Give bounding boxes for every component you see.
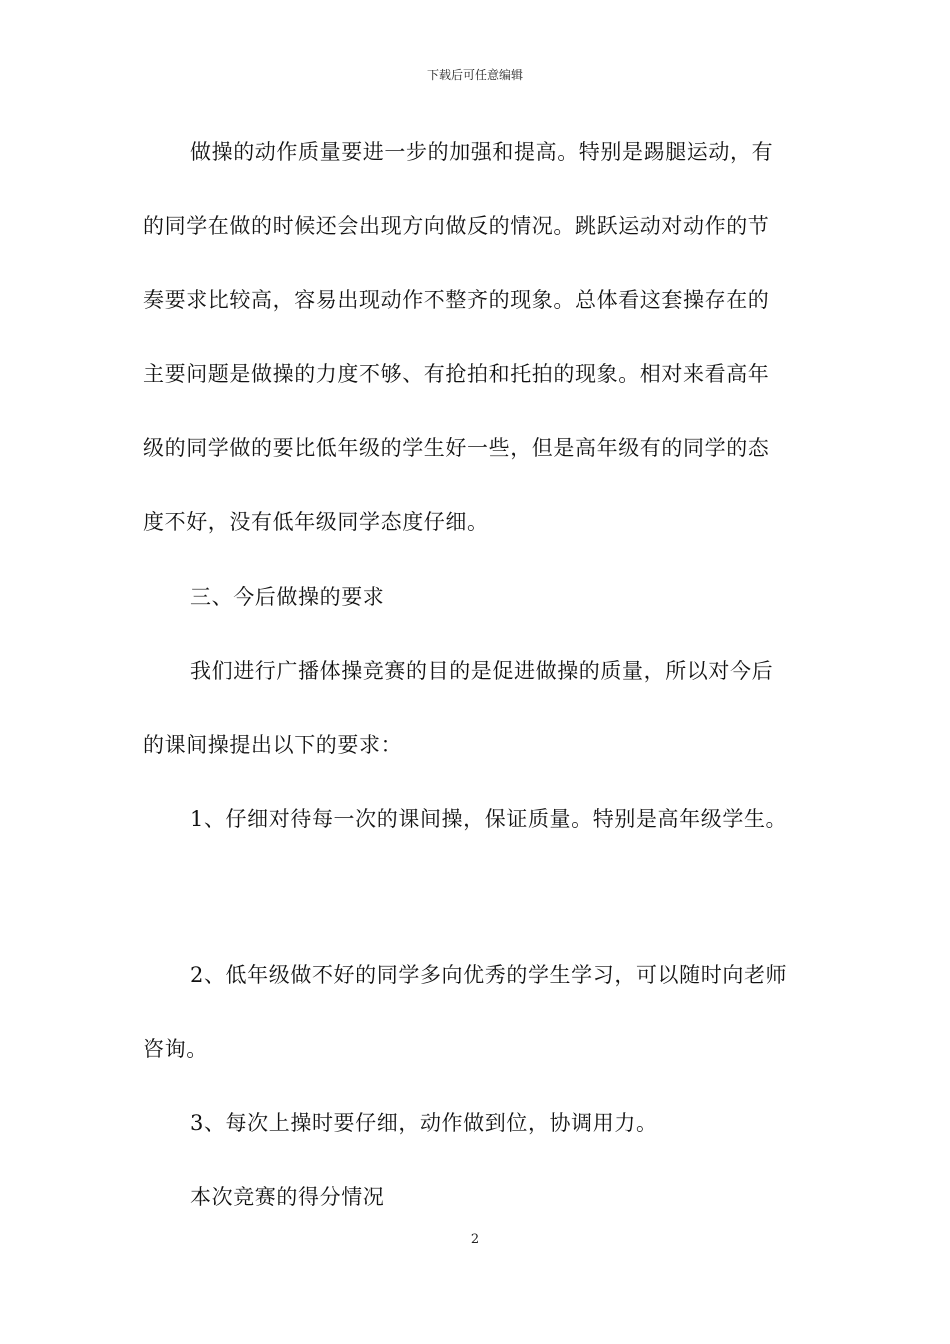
paragraph-line: 做操的动作质量要进一步的加强和提高。特别是踢腿运动，有 bbox=[190, 140, 774, 164]
paragraph-line: 的同学在做的时候还会出现方向做反的情况。跳跃运动对动作的节 bbox=[143, 214, 770, 238]
paragraph-line: 奏要求比较高，容易出现动作不整齐的现象。总体看这套操存在的 bbox=[143, 288, 770, 312]
paragraph-line: 的课间操提出以下的要求： bbox=[143, 733, 403, 757]
list-item: 1、仔细对待每一次的课间操，保证质量。特别是高年级学生。 bbox=[190, 807, 788, 831]
list-item: 2、低年级做不好的同学多向优秀的学生学习，可以随时向老师 bbox=[190, 963, 788, 987]
paragraph-line: 本次竞赛的得分情况 bbox=[190, 1185, 385, 1209]
paragraph-line: 咨询。 bbox=[143, 1037, 208, 1061]
section-heading: 三、今后做操的要求 bbox=[190, 585, 385, 609]
paragraph-line: 级的同学做的要比低年级的学生好一些，但是高年级有的同学的态 bbox=[143, 436, 770, 460]
header-note: 下载后可任意编辑 bbox=[426, 68, 523, 82]
list-item: 3、每次上操时要仔细，动作做到位，协调用力。 bbox=[190, 1111, 658, 1135]
paragraph-line: 我们进行广播体操竞赛的目的是促进做操的质量，所以对今后 bbox=[190, 659, 774, 683]
page-number: 2 bbox=[470, 1232, 480, 1247]
paragraph-line: 主要问题是做操的力度不够、有抢拍和托拍的现象。相对来看高年 bbox=[143, 362, 770, 386]
paragraph-line: 度不好，没有低年级同学态度仔细。 bbox=[143, 510, 489, 534]
